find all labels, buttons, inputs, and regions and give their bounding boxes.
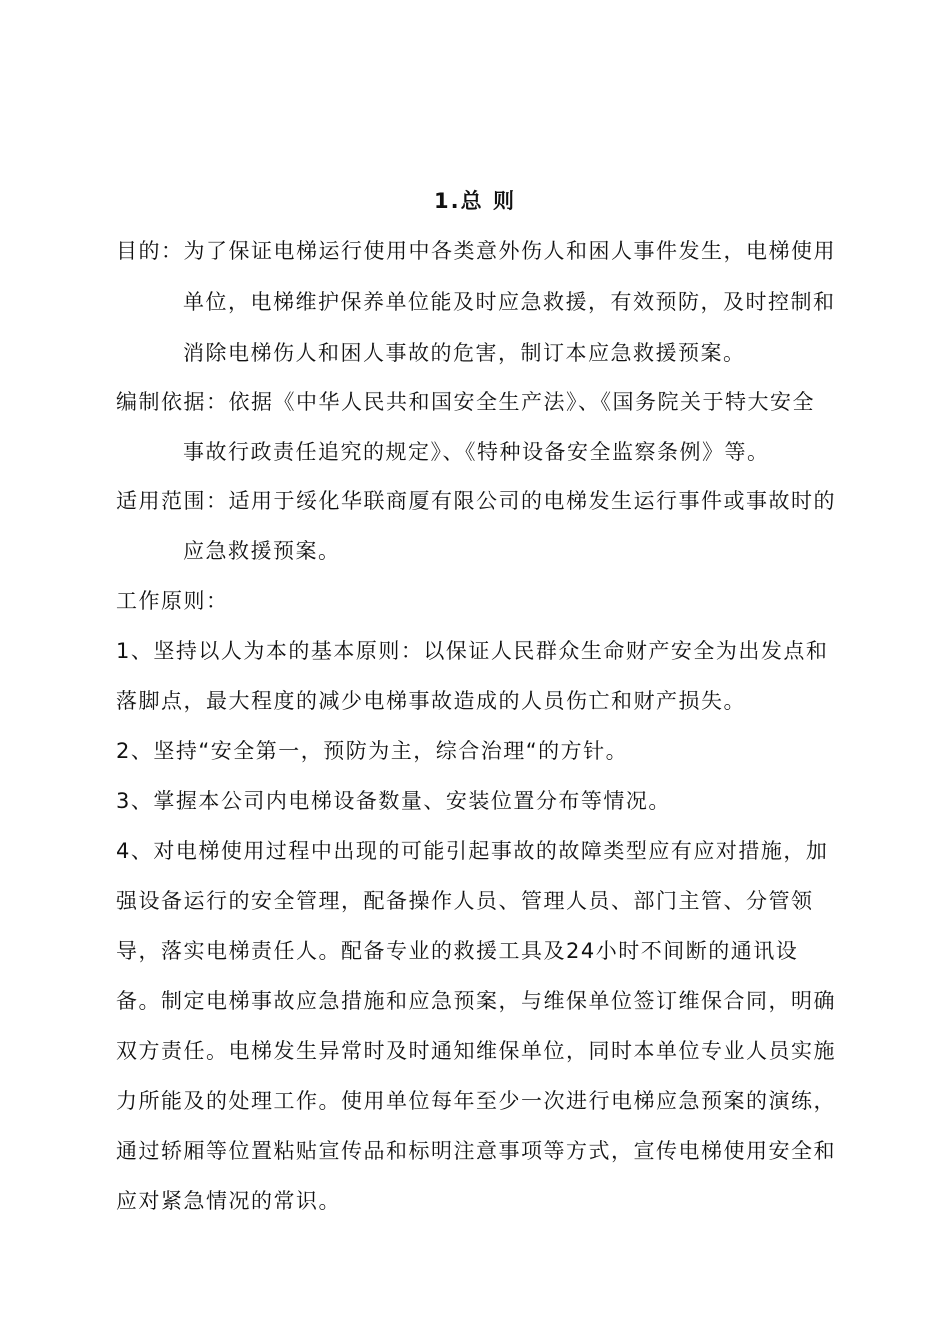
scope-line-2: 应急救援预案。: [183, 539, 341, 563]
purpose-line-1: 目的：为了保证电梯运行使用中各类意外伤人和困人事件发生，电梯使用: [116, 239, 836, 263]
purpose-line-3: 消除电梯伤人和困人事故的危害，制订本应急救援预案。: [183, 341, 746, 365]
principle-1-line-2: 落脚点，最大程度的减少电梯事故造成的人员伤亡和财产损失。: [116, 689, 746, 713]
basis-line-2: 事故行政责任追究的规定》、《特种设备安全监察条例》等。: [183, 440, 770, 464]
section-title: 1.总 则: [434, 189, 516, 213]
principle-4-line-8: 应对紧急情况的常识。: [116, 1189, 341, 1213]
principle-4-line-2: 强设备运行的安全管理，配备操作人员、管理人员、部门主管、分管领: [116, 889, 814, 913]
principle-4-line-6: 力所能及的处理工作。使用单位每年至少一次进行电梯应急预案的演练，: [116, 1089, 836, 1113]
principle-4-line-7: 通过轿厢等位置粘贴宣传品和标明注意事项等方式，宣传电梯使用安全和: [116, 1139, 836, 1163]
basis-line-1: 编制依据：依据《中华人民共和国安全生产法》、《国务院关于特大安全: [116, 390, 815, 414]
principle-4-line-1: 4、对电梯使用过程中出现的可能引起事故的故障类型应有应对措施，加: [116, 839, 829, 863]
principle-3: 3、掌握本公司内电梯设备数量、安装位置分布等情况。: [116, 789, 671, 813]
purpose-line-2: 单位，电梯维护保养单位能及时应急救援，有效预防，及时控制和: [183, 290, 836, 314]
scope-line-1: 适用范围：适用于绥化华联商厦有限公司的电梯发生运行事件或事故时的: [116, 489, 836, 513]
principle-1-line-1: 1、坚持以人为本的基本原则：以保证人民群众生命财产安全为出发点和: [116, 639, 829, 663]
principle-4-line-5: 双方责任。电梯发生异常时及时通知维保单位，同时本单位专业人员实施: [116, 1039, 836, 1063]
principle-2: 2、坚持“安全第一，预防为主，综合治理“的方针。: [116, 739, 629, 763]
principle-4-line-4: 备。制定电梯事故应急措施和应急预案，与维保单位签订维保合同，明确: [116, 989, 836, 1013]
principle-4-line-3: 导，落实电梯责任人。配备专业的救援工具及24小时不间断的通讯设: [116, 939, 799, 963]
principles-heading: 工作原则：: [116, 589, 229, 613]
